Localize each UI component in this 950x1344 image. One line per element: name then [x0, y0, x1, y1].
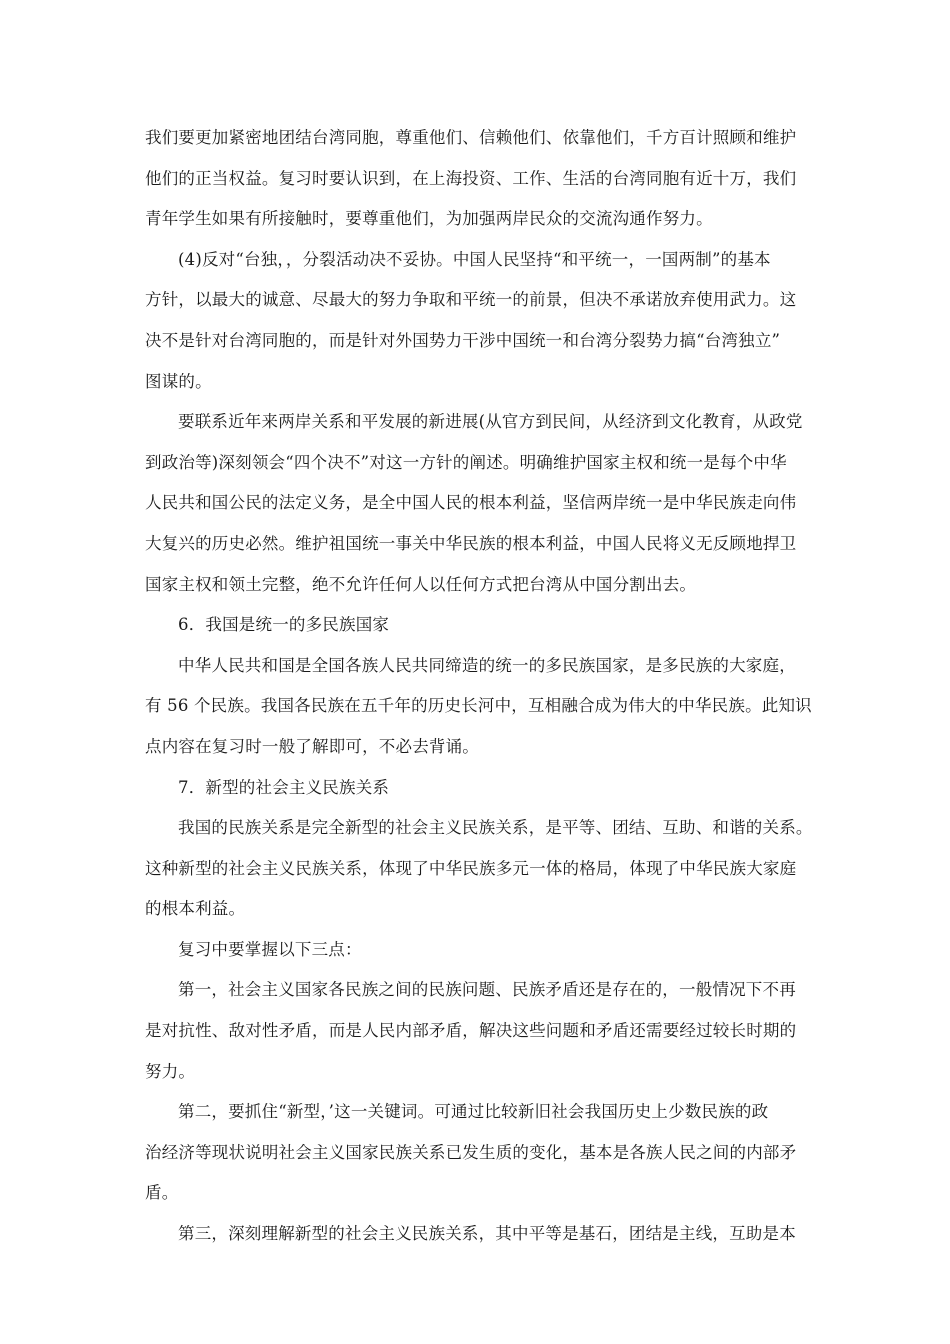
text-line: 中华人民共和国是全国各族人民共同缔造的统一的多民族国家，是多民族的大家庭，	[178, 655, 796, 675]
text-line: 我们要更加紧密地团结台湾同胞，尊重他们、信赖他们、依靠他们，千方百计照顾和维护	[145, 128, 797, 147]
text-line: 点内容在复习时一般了解即可，不必去背诵。	[145, 736, 479, 756]
text-line: 第三，深刻理解新型的社会主义民族关系，其中平等是基石，团结是主线，互助是本	[178, 1224, 796, 1244]
text-line: 7．新型的社会主义民族关系	[178, 777, 390, 797]
text-line: 第二，要抓住“新型，’这一关键词。可通过比较新旧社会我国历史上少数民族的政	[178, 1102, 769, 1122]
text-line: 到政治等)深刻领会“四个决不”对这一方针的阐述。明确维护国家主权和统一是每个中华	[145, 452, 787, 472]
text-line: 青年学生如果有所接触时，要尊重他们，为加强两岸民众的交流沟通作努力。	[145, 209, 713, 229]
text-line: 大复兴的历史必然。维护祖国统一事关中华民族的根本利益，中国人民将义无反顾地捍卫	[145, 533, 797, 553]
text-line: 6．我国是统一的多民族国家	[178, 615, 390, 635]
text-line: (4)反对“台独，，分裂活动决不妥协。中国人民坚持“和平统一，一国两制”的基本	[178, 249, 771, 269]
text-line: 他们的正当权益。复习时要认识到，在上海投资、工作、生活的台湾同胞有近十万，我们	[145, 168, 797, 188]
text-line: 盾。	[145, 1183, 179, 1203]
text-line: 有 56 个民族。我国各民族在五千年的历史长河中，互相融合成为伟大的中华民族。此知识	[145, 696, 812, 716]
text-line: 要联系近年来两岸关系和平发展的新进展(从官方到民间，从经济到文化教育，从政党	[178, 412, 803, 432]
text-line: 第一，社会主义国家各民族之间的民族问题、民族矛盾还是存在的，一般情况下不再	[178, 980, 796, 1000]
text-line: 的根本利益。	[145, 899, 246, 919]
text-line: 复习中要掌握以下三点：	[178, 939, 362, 959]
document-page	[145, 118, 815, 1255]
text-line: 人民共和国公民的法定义务，是全中国人民的根本利益，坚信两岸统一是中华民族走向伟	[145, 493, 797, 513]
text-line: 图谋的。	[145, 371, 212, 391]
text-line: 国家主权和领土完整，绝不允许任何人以任何方式把台湾从中国分割出去。	[145, 574, 697, 594]
text-line: 决不是针对台湾同胞的，而是针对外国势力干涉中国统一和台湾分裂势力搞“台湾独立”	[145, 330, 781, 350]
text-line: 这种新型的社会主义民族关系，体现了中华民族多元一体的格局，体现了中华民族大家庭	[145, 858, 797, 878]
text-line: 治经济等现状说明社会主义国家民族关系已发生质的变化，基本是各族人民之间的内部矛	[145, 1142, 797, 1162]
text-line: 方针，以最大的诚意、尽最大的努力争取和平统一的前景，但决不承诺放弃使用武力。这	[145, 290, 797, 310]
text-line: 是对抗性、敌对性矛盾，而是人民内部矛盾，解决这些问题和矛盾还需要经过较长时期的	[145, 1021, 797, 1041]
text-line: 努力。	[145, 1061, 196, 1081]
text-line: 我国的民族关系是完全新型的社会主义民族关系，是平等、团结、互助、和谐的关系。	[178, 818, 813, 838]
